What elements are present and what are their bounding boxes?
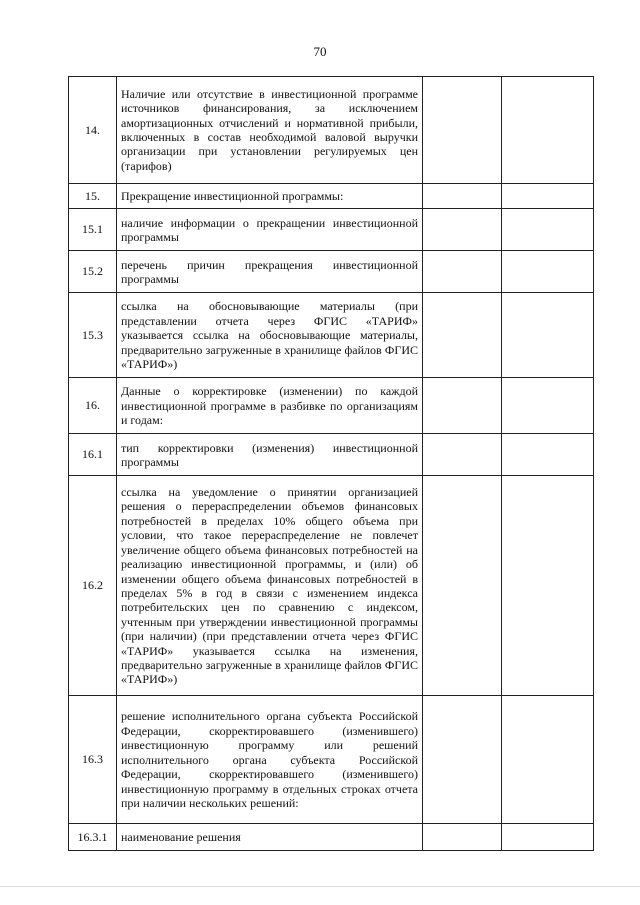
row-description — [117, 251, 423, 293]
row-description-text: Данные о корректировке (изменении) по каждой инвестиционной программе в разбивке по организациям и годам: — [121, 384, 418, 428]
row-number: 15. — [69, 184, 117, 209]
row-number: 15.1 — [69, 209, 117, 251]
row-number: 16.1 — [69, 434, 117, 476]
empty-cell — [502, 251, 594, 293]
row-description — [117, 209, 423, 251]
row-description-text: Наличие или отсутствие в инвестиционной программе источников финансирования, за исключением амортизационных отчислений и нормативной прибыли, включенных в состав необходимой валовой выручки организации при установлении регулируемых цен (тарифов) — [121, 86, 418, 173]
empty-cell — [423, 476, 502, 696]
row-description — [117, 77, 423, 184]
row-description-text: Прекращение инвестиционной программы: — [121, 189, 344, 203]
table-row — [69, 378, 594, 434]
row-description-text: наименование решения — [121, 830, 241, 845]
empty-cell — [502, 378, 594, 434]
row-description-text: наличие информации о прекращении инвестиционной программы — [121, 215, 418, 244]
empty-cell — [502, 209, 594, 251]
empty-cell — [423, 434, 502, 476]
empty-cell — [423, 184, 502, 209]
table-row — [69, 184, 594, 209]
empty-cell — [423, 378, 502, 434]
empty-cell — [423, 293, 502, 378]
row-number: 14. — [69, 77, 117, 184]
row-description — [117, 378, 423, 434]
row-number: 16. — [69, 378, 117, 434]
table-row — [69, 77, 594, 184]
row-number: 16.3.1 — [69, 824, 117, 851]
empty-cell — [502, 77, 594, 184]
row-number: 16.3 — [69, 696, 117, 824]
row-description — [117, 184, 423, 209]
empty-cell — [423, 77, 502, 184]
row-number: 16.2 — [69, 476, 117, 696]
document-table — [68, 76, 594, 851]
row-description-text: решение исполнительного органа субъекта Российской Федерации, скорректировавшего (изменившего) инвестиционную программу или решений исполнительного органа субъекта Российской Федерации, скорректировавшего (изменившего) инвестиционную программу в отдельных строках отчета при наличии нескольких решений: — [121, 709, 418, 810]
empty-cell — [502, 184, 594, 209]
empty-cell — [423, 251, 502, 293]
table-row — [69, 209, 594, 251]
empty-cell — [502, 293, 594, 378]
row-description — [117, 293, 423, 378]
page-number: 70 — [313, 44, 327, 59]
row-description-text: перечень причин прекращения инвестиционной программы — [121, 257, 418, 286]
table-row — [69, 434, 594, 476]
table-row — [69, 476, 594, 696]
empty-cell — [502, 696, 594, 824]
table-row — [69, 251, 594, 293]
table-row — [69, 293, 594, 378]
row-description-text: тип корректировки (изменения) инвестиционной программы — [121, 440, 418, 469]
row-description — [117, 824, 423, 851]
empty-cell — [423, 696, 502, 824]
row-description — [117, 696, 423, 824]
row-description — [117, 476, 423, 696]
table-row — [69, 696, 594, 824]
row-description-text: ссылка на уведомление о принятии организацией решения о перераспределении объемов финансовых потребностей в пределах 10% общего объема при условии, что такое перераспределение не повлечет увеличение общего объема финансовых потребностей на реализацию инвестиционной программы, и (или) об изменении общего объема финансовых потребностей в пределах 5% в год в связи с изменением индекса потребительских цен по сравнению с индексом, учтенным при утверждении инвестиционной программы (при наличии) (при представлении отчета через ФГИС «ТАРИФ» указывается ссылка на изменения, предварительно загруженные в хранилище файлов ФГИС «ТАРИФ») — [121, 485, 418, 687]
empty-cell — [423, 824, 502, 851]
empty-cell — [502, 476, 594, 696]
row-number: 15.2 — [69, 251, 117, 293]
row-description-text: ссылка на обосновывающие материалы (при представлении отчета через ФГИС «ТАРИФ» указывается ссылка на обосновывающие материалы, предварительно загруженные в хранилище файлов ФГИС «ТАРИФ») — [121, 299, 418, 372]
table-row — [69, 824, 594, 851]
row-number: 15.3 — [69, 293, 117, 378]
empty-cell — [502, 434, 594, 476]
empty-cell — [502, 824, 594, 851]
row-description — [117, 434, 423, 476]
empty-cell — [423, 209, 502, 251]
scan-edge-line — [0, 886, 640, 887]
